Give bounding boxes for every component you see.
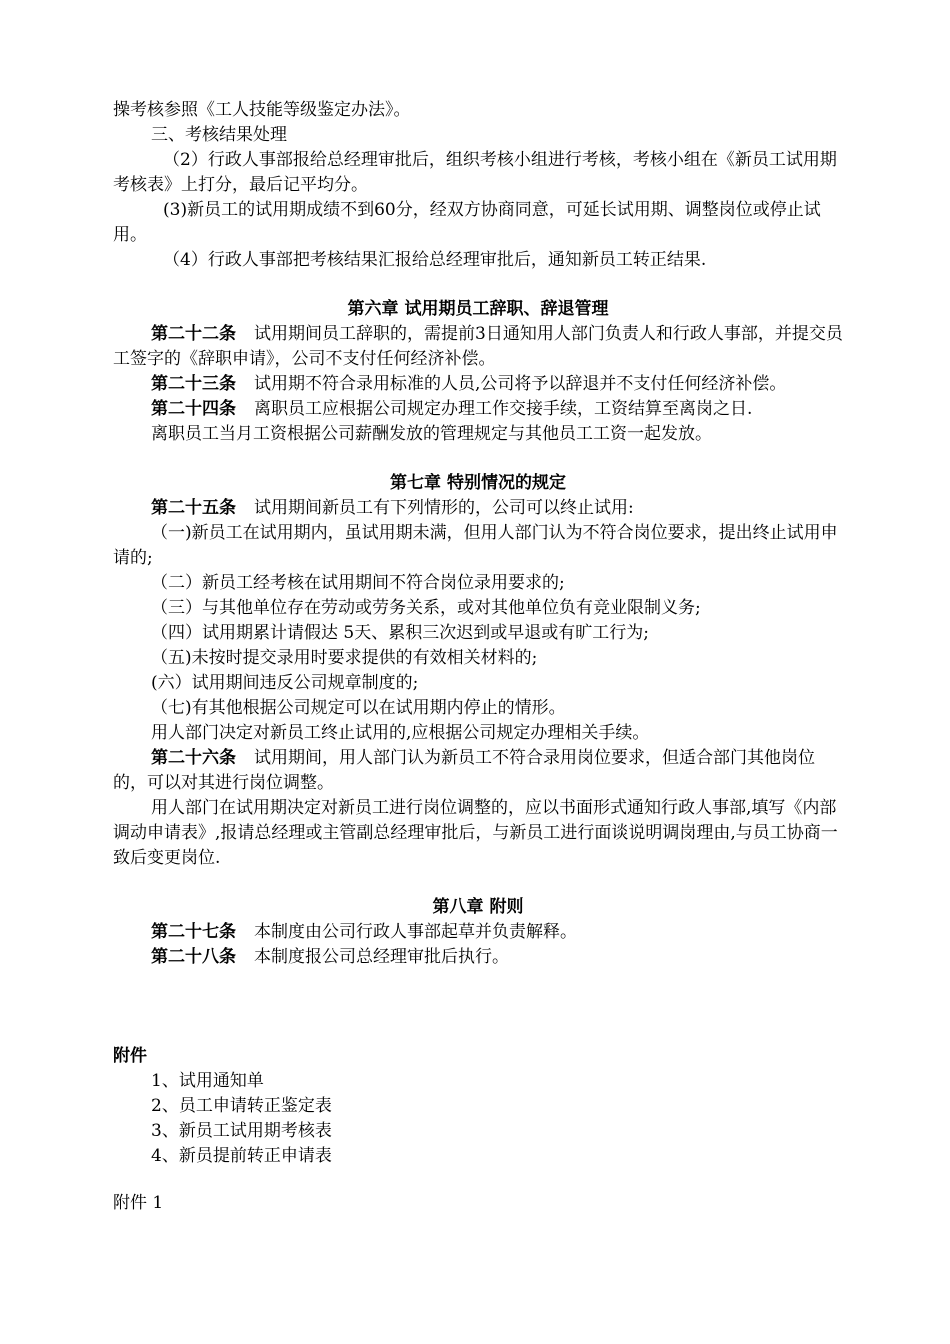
article-26-label: 第二十六条 <box>151 748 236 768</box>
article-25-label: 第二十五条 <box>151 498 236 518</box>
article-23-text: 试用期不符合录用标准的人员,公司将予以辞退并不支付任何经济补偿。 <box>254 374 787 394</box>
clause-7: （七)有其他根据公司规定可以在试用期内停止的情形。 <box>151 698 566 718</box>
section-title: 三、考核结果处理 <box>151 125 287 145</box>
attachments-heading: 附件 <box>113 1046 147 1066</box>
article-25 <box>113 496 843 521</box>
article-28-text: 本制度报公司总经理审批后执行。 <box>254 947 509 967</box>
article-24-text: 离职员工应根据公司规定办理工作交接手续，工资结算至离岗之日. <box>254 399 753 419</box>
article-27-label: 第二十七条 <box>151 922 236 942</box>
clause-5: （五)未按时提交录用时要求提供的有效相关材料的; <box>151 648 538 668</box>
article-25-text: 试用期间新员工有下列情形的，公司可以终止试用: <box>254 498 634 518</box>
chapter-8-title: 第八章 附则 <box>432 897 524 917</box>
article-22-text: 试用期间员工辞职的，需提前3日通知用人部门负责人和行政人事部，并提交员工签字的《辞职申请》，公司不支付任何经济补偿。 <box>113 324 843 369</box>
intro-line: 操考核参照《工人技能等级鉴定办法》。 <box>113 100 411 120</box>
termination-note: 用人部门决定对新员工终止试用的,应根据公司规定办理相关手续。 <box>151 723 650 743</box>
article-22-label: 第二十二条 <box>151 324 236 344</box>
attachment-item-4: 4、新员提前转正申请表 <box>151 1146 332 1166</box>
attachment-1-label: 附件 1 <box>113 1193 164 1213</box>
paragraph-item-2: （2）行政人事部报给总经理审批后，组织考核小组进行考核，考核小组在《新员工试用期考核表》上打分，最后记平均分。 <box>113 150 837 195</box>
article-28-label: 第二十八条 <box>151 947 236 967</box>
article-23 <box>113 372 843 397</box>
chapter-6-title: 第六章 试用期员工辞职、辞退管理 <box>347 299 609 319</box>
attachment-item-2: 2、员工申请转正鉴定表 <box>151 1096 332 1116</box>
article-22 <box>113 322 843 372</box>
clause-1: （一)新员工在试用期内，虽试用期未满，但用人部门认为不符合岗位要求，提出终止试用申请的; <box>113 523 838 568</box>
article-26 <box>113 746 843 796</box>
clause-6: (六）试用期间违反公司规章制度的; <box>151 673 419 693</box>
document-page <box>113 98 843 1216</box>
attachment-item-3: 3、新员工试用期考核表 <box>151 1121 332 1141</box>
article-24 <box>113 397 843 422</box>
paragraph-item-3: (3)新员工的试用期成绩不到60分，经双方协商同意，可延长试用期、调整岗位或停止试用。 <box>113 200 821 245</box>
paragraph-item-4: （4）行政人事部把考核结果汇报给总经理审批后，通知新员工转正结果. <box>163 250 707 270</box>
article-24-extra: 离职员工当月工资根据公司薪酬发放的管理规定与其他员工工资一起发放。 <box>151 424 712 444</box>
article-27-text: 本制度由公司行政人事部起草并负责解释。 <box>254 922 577 942</box>
article-26-extra: 用人部门在试用期决定对新员工进行岗位调整的，应以书面形式通知行政人事部,填写《内部调动申请表》,报请总经理或主管副总经理审批后，与新员工进行面谈说明调岗理由,与员工协商一致后变更岗位. <box>113 798 838 868</box>
article-23-label: 第二十三条 <box>151 374 236 394</box>
clause-2: （二）新员工经考核在试用期间不符合岗位录用要求的; <box>151 573 565 593</box>
attachment-item-1: 1、试用通知单 <box>151 1071 264 1091</box>
article-28 <box>113 945 843 970</box>
clause-3: （三）与其他单位存在劳动或劳务关系，或对其他单位负有竞业限制义务; <box>151 598 701 618</box>
article-26-text: 试用期间，用人部门认为新员工不符合录用岗位要求，但适合部门其他岗位的，可以对其进行岗位调整。 <box>113 748 815 793</box>
chapter-7-title: 第七章 特别情况的规定 <box>390 473 566 493</box>
article-24-label: 第二十四条 <box>151 399 236 419</box>
clause-4: （四）试用期累计请假达 5天、累积三次迟到或早退或有旷工行为; <box>151 623 649 643</box>
article-27 <box>113 920 843 945</box>
